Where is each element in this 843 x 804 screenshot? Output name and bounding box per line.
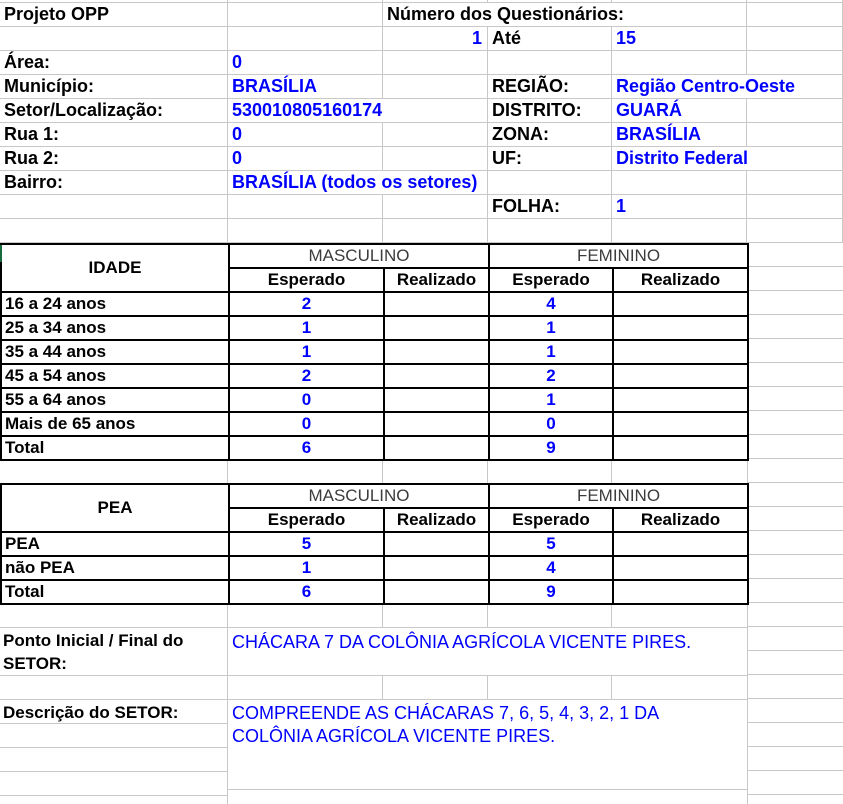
pea-col-header: Esperado [230, 509, 383, 531]
bairro-label: Bairro: [0, 171, 228, 195]
idade-data-cell[interactable]: 1 [230, 341, 383, 363]
gridline [611, 603, 612, 627]
pea-data-cell[interactable]: 9 [490, 581, 612, 603]
ponto-inicial-value-cell[interactable]: CHÁCARA 7 DA COLÔNIA AGRÍCOLA VICENTE PIRES. [232, 632, 692, 652]
uf-value-cell[interactable]: Distrito Federal [612, 147, 843, 171]
gridline [0, 795, 228, 796]
idade-empty-data-cell[interactable] [614, 341, 747, 363]
idade-data-cell[interactable]: 0 [490, 413, 612, 435]
idade-empty-data-cell[interactable] [614, 317, 747, 339]
green-marker [0, 245, 2, 262]
idade-empty-data-cell[interactable] [385, 437, 488, 459]
gridline [227, 459, 228, 483]
gridline [228, 789, 747, 790]
pea-feminino-header: FEMININO [490, 485, 747, 507]
gridline [487, 459, 488, 483]
idade-data-cell[interactable]: 9 [490, 437, 612, 459]
idade-data-cell[interactable]: 1 [490, 317, 612, 339]
gridline [0, 771, 228, 772]
idade-row-label: 55 a 64 anos [2, 389, 228, 411]
until-label: Até [488, 27, 612, 51]
pea-row-label: PEA [2, 533, 228, 555]
empty-cell [0, 27, 228, 51]
pea-masculino-header: MASCULINO [230, 485, 488, 507]
empty-cell [612, 219, 747, 243]
rua1-label: Rua 1: [0, 123, 228, 147]
municipio-value-cell[interactable]: BRASÍLIA [228, 75, 383, 99]
pea-data-cell[interactable]: 4 [490, 557, 612, 579]
idade-empty-data-cell[interactable] [385, 413, 488, 435]
idade-empty-data-cell[interactable] [385, 293, 488, 315]
questionnaire-from-cell[interactable]: 1 [383, 27, 488, 51]
gridline [227, 603, 228, 804]
distrito-value-cell[interactable]: GUARÁ [612, 99, 747, 123]
idade-data-cell[interactable]: 1 [490, 341, 612, 363]
descricao-value-cell[interactable]: COMPREENDE AS CHÁCARAS 7, 6, 5, 4, 3, 2, 1 DA COLÔNIA AGRÍCOLA VICENTE PIRES. [232, 703, 659, 746]
setor-label: Setor/Localização: [0, 99, 228, 123]
municipio-label: Município: [0, 75, 228, 99]
idade-feminino-header: FEMININO [490, 245, 747, 267]
empty-cell [747, 171, 843, 195]
pea-data-cell[interactable]: 6 [230, 581, 383, 603]
idade-col-header: Realizado [614, 269, 747, 291]
idade-table-title: IDADE [2, 245, 228, 291]
bairro-value-cell[interactable]: BRASÍLIA (todos os setores) [228, 171, 488, 195]
idade-data-cell[interactable]: 2 [230, 365, 383, 387]
pea-empty-data-cell[interactable] [614, 581, 747, 603]
idade-row-label: Mais de 65 anos [2, 413, 228, 435]
empty-cell [488, 51, 612, 75]
idade-empty-data-cell[interactable] [614, 365, 747, 387]
idade-data-cell[interactable]: 1 [490, 389, 612, 411]
idade-empty-data-cell[interactable] [385, 341, 488, 363]
empty-cell [0, 195, 228, 219]
idade-row-label: 35 a 44 anos [2, 341, 228, 363]
folha-value-cell[interactable]: 1 [612, 195, 747, 219]
empty-cell [228, 195, 383, 219]
pea-col-header: Realizado [385, 509, 488, 531]
idade-row-label: 25 a 34 anos [2, 317, 228, 339]
setor-value-cell[interactable]: 530010805160174 [228, 99, 488, 123]
pea-data-cell[interactable]: 5 [230, 533, 383, 555]
rua1-value-cell[interactable]: 0 [228, 123, 383, 147]
gridline [382, 603, 383, 627]
idade-row-label: Total [2, 437, 228, 459]
idade-data-cell[interactable]: 1 [230, 317, 383, 339]
pea-empty-data-cell[interactable] [614, 557, 747, 579]
empty-cell [612, 51, 747, 75]
area-value-cell[interactable]: 0 [228, 51, 383, 75]
pea-data-cell[interactable]: 5 [490, 533, 612, 555]
empty-cell [383, 123, 488, 147]
idade-data-cell[interactable]: 0 [230, 389, 383, 411]
gridline [0, 627, 747, 628]
pea-empty-data-cell[interactable] [614, 533, 747, 555]
gridline [382, 675, 383, 699]
empty-cell [383, 51, 488, 75]
gridline [487, 675, 488, 699]
empty-cell [383, 219, 488, 243]
idade-empty-data-cell[interactable] [385, 365, 488, 387]
idade-data-cell[interactable]: 4 [490, 293, 612, 315]
empty-cell [383, 147, 488, 171]
zona-value-cell[interactable]: BRASÍLIA [612, 123, 747, 147]
empty-cell [747, 123, 843, 147]
pea-row-label: Total [2, 581, 228, 603]
empty-cell [383, 195, 488, 219]
idade-empty-data-cell[interactable] [385, 317, 488, 339]
pea-col-header: Esperado [490, 509, 612, 531]
empty-cell [0, 219, 228, 243]
idade-data-cell[interactable]: 6 [230, 437, 383, 459]
idade-empty-data-cell[interactable] [614, 293, 747, 315]
project-title: Projeto OPP [0, 3, 228, 27]
distrito-label: DISTRITO: [488, 99, 612, 123]
pea-data-cell[interactable]: 1 [230, 557, 383, 579]
empty-cell [747, 195, 843, 219]
questionnaire-to-cell[interactable]: 15 [612, 27, 747, 51]
empty-cell [488, 219, 612, 243]
ponto-inicial-label: Ponto Inicial / Final do SETOR: [3, 631, 184, 673]
idade-empty-data-cell[interactable] [614, 437, 747, 459]
idade-col-header: Realizado [385, 269, 488, 291]
rua2-label: Rua 2: [0, 147, 228, 171]
idade-masculino-header: MASCULINO [230, 245, 488, 267]
idade-data-cell[interactable]: 2 [490, 365, 612, 387]
empty-cell [747, 27, 843, 51]
gridline [382, 459, 383, 483]
pea-row-label: não PEA [2, 557, 228, 579]
zona-label: ZONA: [488, 123, 612, 147]
area-label: Área: [0, 51, 228, 75]
idade-col-header: Esperado [490, 269, 612, 291]
empty-cell [228, 219, 383, 243]
idade-table [0, 243, 749, 461]
pea-empty-data-cell[interactable] [385, 557, 488, 579]
idade-empty-data-cell[interactable] [385, 389, 488, 411]
regiao-label: REGIÃO: [488, 75, 612, 99]
empty-cell [747, 99, 843, 123]
descricao-label: Descrição do SETOR: [3, 703, 179, 722]
pea-table-title: PEA [2, 485, 228, 531]
idade-data-cell[interactable]: 0 [230, 413, 383, 435]
empty-cell [747, 3, 843, 27]
folha-label: FOLHA: [488, 195, 612, 219]
pea-col-header: Realizado [614, 509, 747, 531]
rua2-value-cell[interactable]: 0 [228, 147, 383, 171]
idade-row-label: 45 a 54 anos [2, 365, 228, 387]
gridline [0, 747, 228, 748]
empty-cell [612, 171, 747, 195]
idade-row-label: 16 a 24 anos [2, 293, 228, 315]
gridline [0, 699, 747, 700]
empty-cell [488, 171, 612, 195]
header-section [0, 0, 843, 243]
questionnaires-label: Número dos Questionários: [383, 3, 747, 27]
pea-empty-data-cell[interactable] [385, 533, 488, 555]
gridline [0, 675, 747, 676]
idade-empty-data-cell[interactable] [614, 413, 747, 435]
uf-label: UF: [488, 147, 612, 171]
idade-empty-data-cell[interactable] [614, 389, 747, 411]
gridline [611, 459, 612, 483]
empty-cell [228, 27, 383, 51]
empty-cell [747, 219, 843, 243]
idade-col-header: Esperado [230, 269, 383, 291]
empty-cell [747, 51, 843, 75]
gridline [487, 603, 488, 627]
pea-empty-data-cell[interactable] [385, 581, 488, 603]
empty-cell [383, 75, 488, 99]
right-column-gridlines [747, 243, 843, 804]
regiao-value-cell[interactable]: Região Centro-Oeste [612, 75, 843, 99]
idade-data-cell[interactable]: 2 [230, 293, 383, 315]
gridline [611, 675, 612, 699]
pea-table [0, 483, 749, 605]
empty-cell [228, 3, 383, 27]
